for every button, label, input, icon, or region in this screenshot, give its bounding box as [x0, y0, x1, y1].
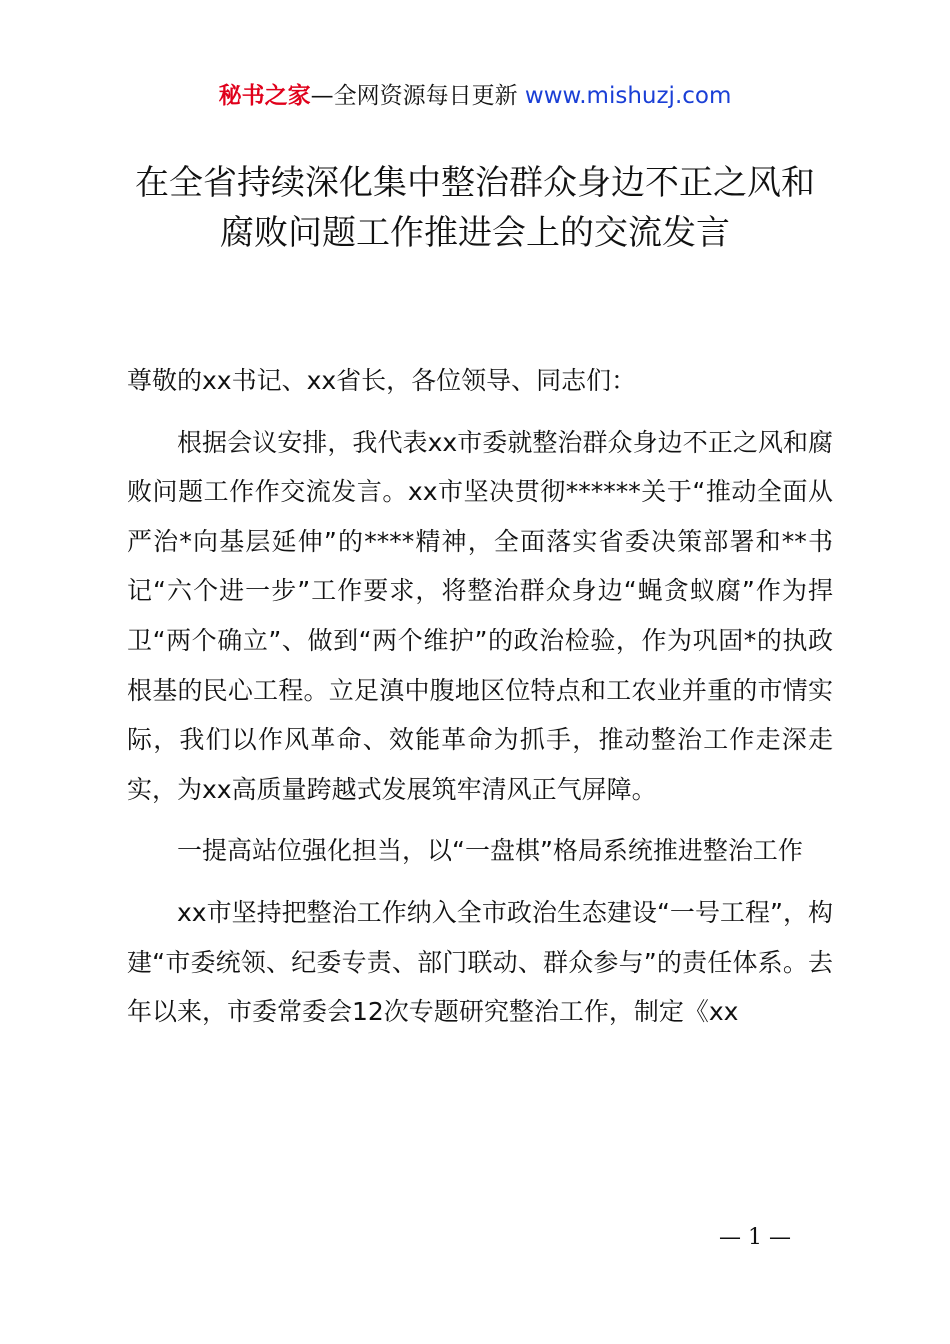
- salutation: 尊敬的xx书记、xx省长，各位领导、同志们：: [127, 366, 637, 395]
- header-url[interactable]: www.mishuzj.com: [524, 83, 732, 109]
- document-body: [127, 356, 833, 1049]
- site-header: [0, 80, 950, 112]
- brand-name: 秘书之家: [218, 83, 311, 109]
- title-line-1: 在全省持续深化集中整治群众身边不正之风和: [135, 163, 815, 203]
- page-number: — 1 —: [719, 1225, 791, 1250]
- header-tagline: —全网资源每日更新: [310, 83, 518, 109]
- section-heading: 一提高站位强化担当，以“一盘棋”格局系统推进整治工作: [177, 836, 803, 866]
- document-title: [60, 158, 890, 258]
- title-line-2: 腐败问题工作推进会上的交流发言: [220, 213, 730, 253]
- paragraph: 根据会议安排，我代表xx市委就整治群众身边不正之风和腐败问题工作作交流发言。xx市坚决贯彻******关于“推动全面从严治*向基层延伸”的****精神，全面落实省委决策部署和**书记“六个进一步”工作要求，将整治群众身边“蝇贪蚁腐”作为捍卫“两个确立”、做到“两个维护”的政治检验，作为巩固*的执政根基的民心工程。立足滇中腹地区位特点和工农业并重的市情实际，我们以作风革命、效能革命为抓手，推动整治工作走深走实，为xx高质量跨越式发展筑牢清风正气屏障。: [127, 427, 833, 804]
- paragraph: xx市坚持把整治工作纳入全市政治生态建设“一号工程”，构建“市委统领、纪委专责、部门联动、群众参与”的责任体系。去年以来，市委常委会12次专题研究整治工作，制定《xx: [127, 897, 833, 1027]
